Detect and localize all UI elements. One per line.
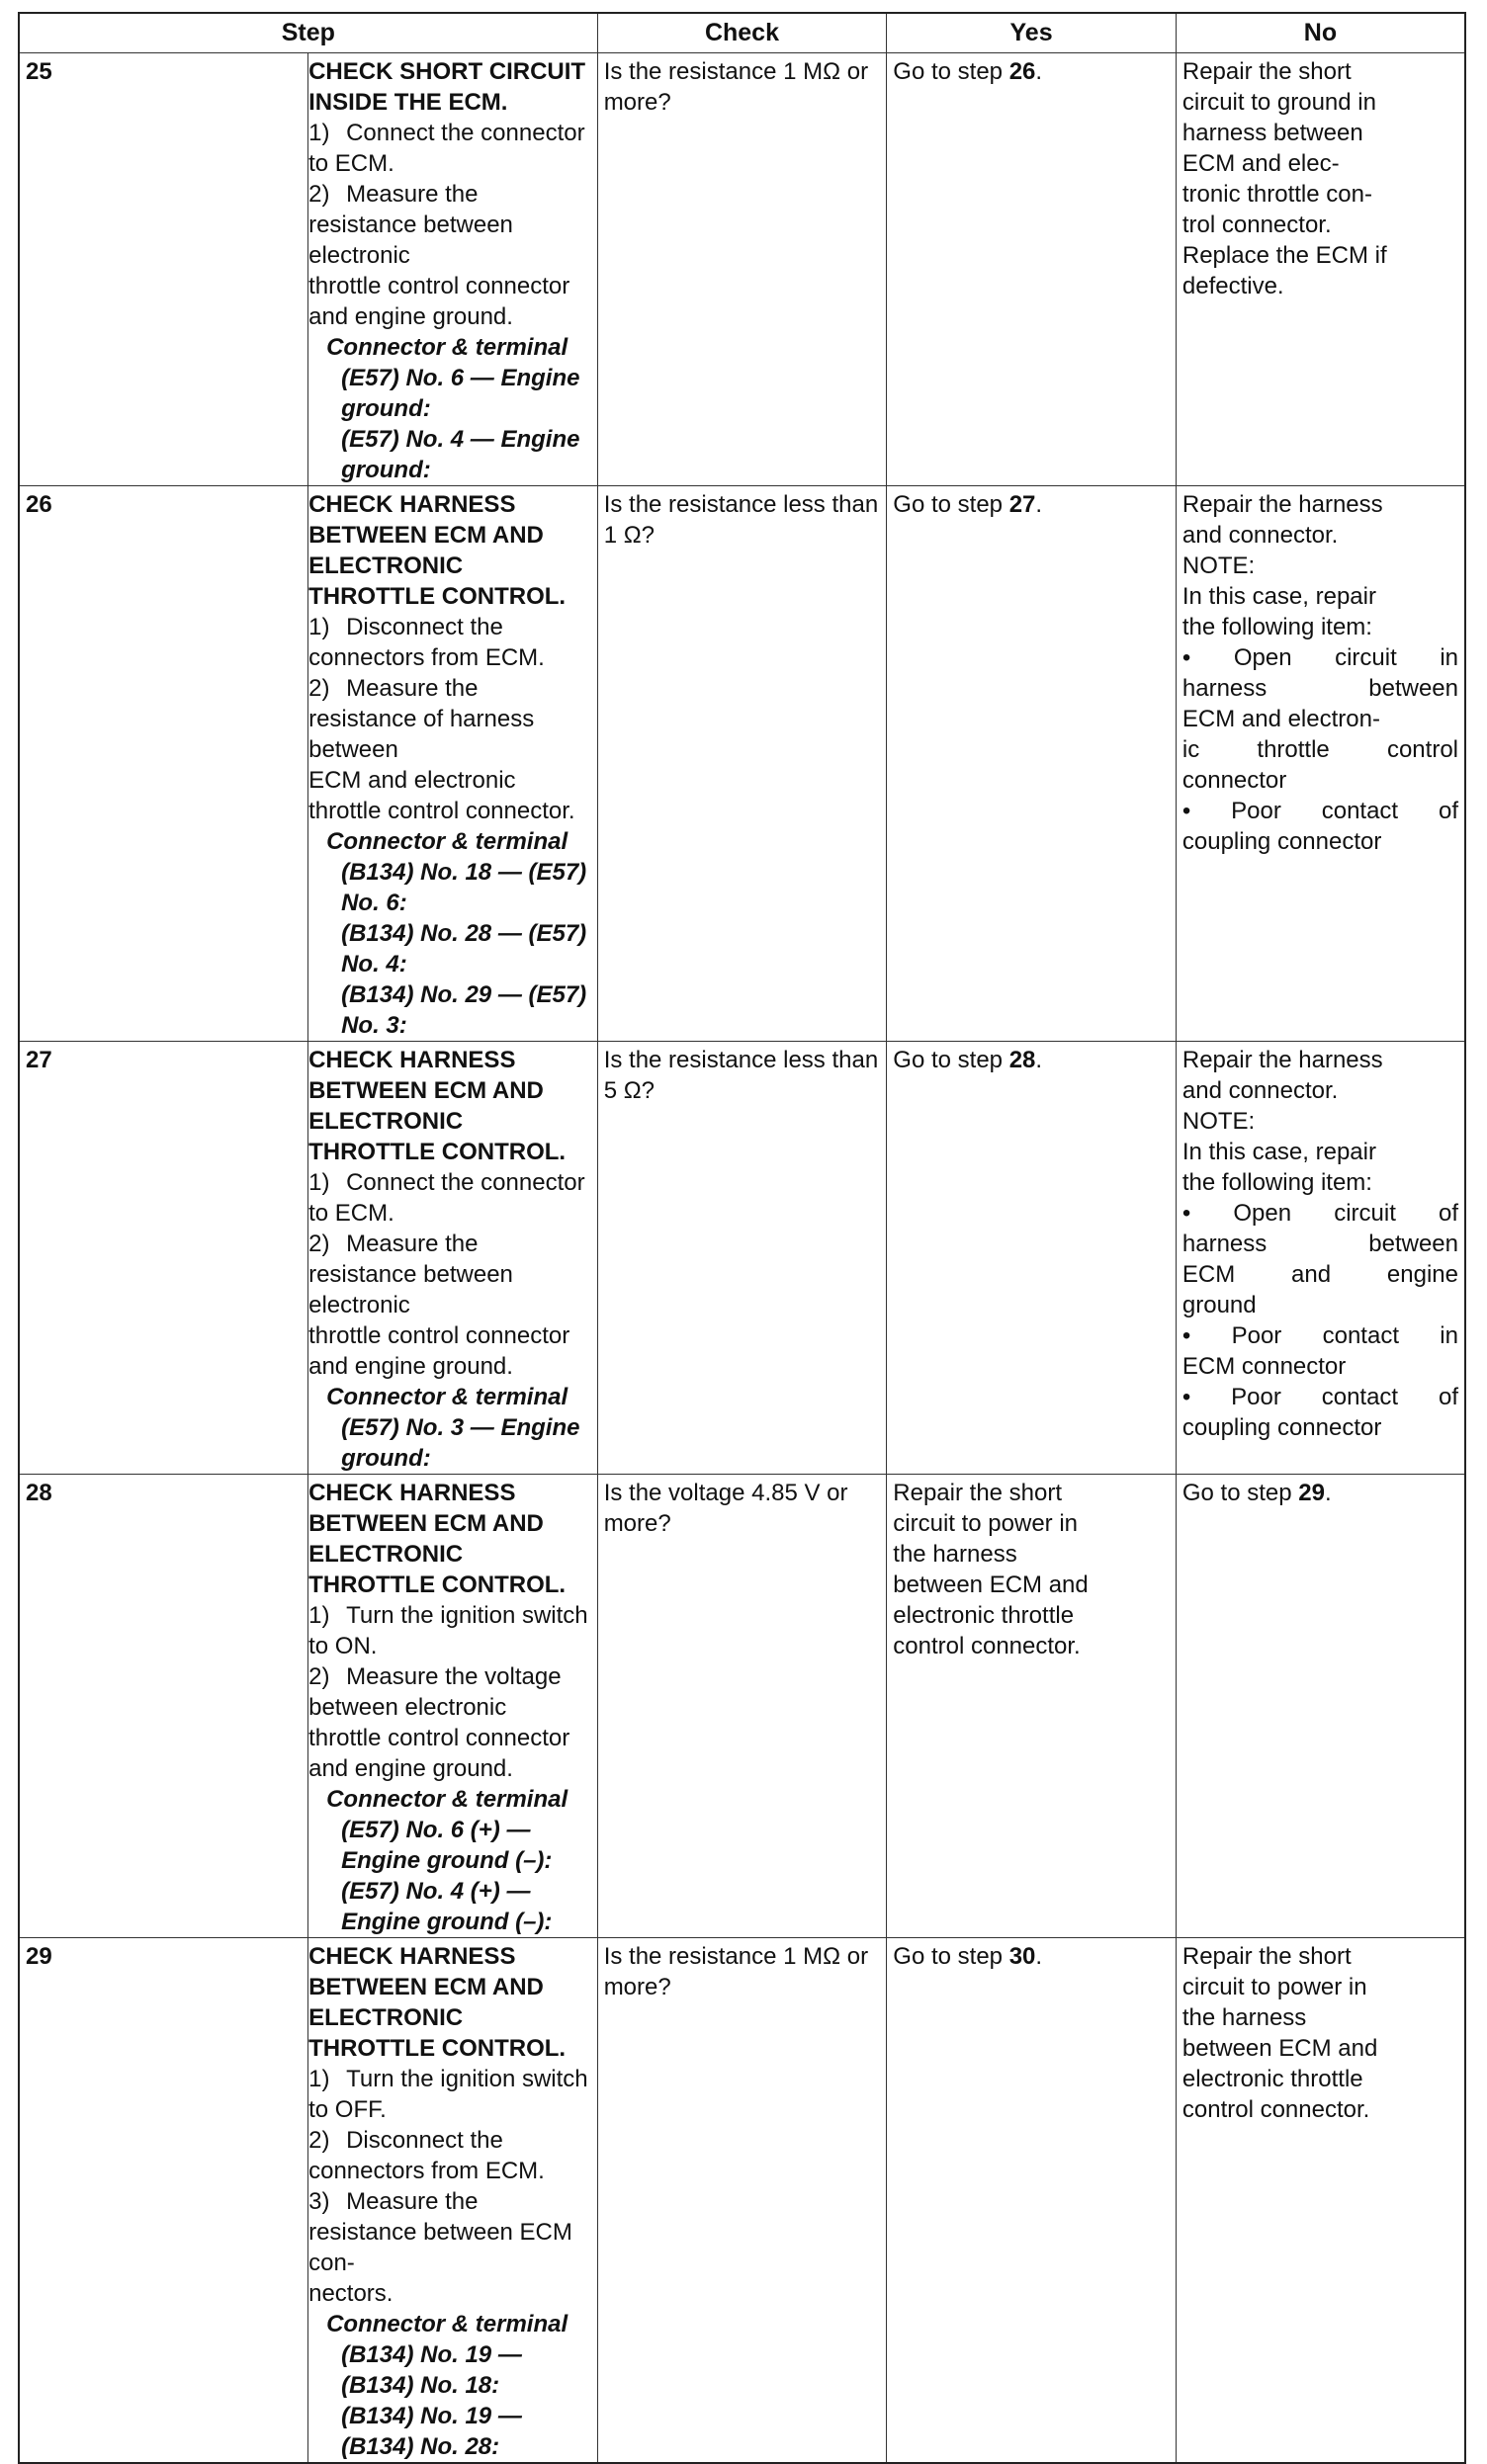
yes-text-end: . <box>1035 1047 1043 1073</box>
step-description <box>308 53 598 486</box>
no-text: • Open circuit of <box>1181 1200 1458 1227</box>
connector-title: Connector & terminal <box>326 334 569 361</box>
no-text: coupling connector <box>1181 828 1382 855</box>
note-label: NOTE: <box>1181 552 1256 579</box>
connector-terminal: (B134) No. 18 — (E57) No. 6: <box>341 859 587 916</box>
connector-title: Connector & terminal <box>326 1786 569 1813</box>
no-text: harness between <box>1181 120 1363 146</box>
step-title: ELECTRONIC THROTTLE CONTROL. <box>308 1541 567 1598</box>
goto-step-number: 26 <box>1008 58 1036 85</box>
check-text: more? <box>603 89 671 116</box>
step-description <box>308 1042 598 1475</box>
connector-title: Connector & terminal <box>326 1384 569 1410</box>
yes-cell <box>887 1938 1177 2464</box>
table-row <box>19 1938 1465 2464</box>
no-text: Repair the harness <box>1181 491 1383 518</box>
header-step: Step <box>19 13 597 53</box>
check-text: Is the resistance less than 1 Ω? <box>603 491 879 549</box>
table-row <box>19 1042 1465 1475</box>
connector-terminal: (E57) No. 6 (+) — Engine ground (–): <box>341 1817 553 1874</box>
yes-cell <box>887 1042 1177 1475</box>
yes-text: Go to step <box>893 491 1009 518</box>
no-text: Repair the short <box>1181 1943 1352 1970</box>
check-cell <box>597 1042 887 1475</box>
no-cell <box>1176 1475 1465 1938</box>
note-label: NOTE: <box>1181 1108 1256 1135</box>
step-number: 29 <box>19 1938 308 2464</box>
no-text: ground <box>1181 1292 1257 1318</box>
check-text: Is the voltage 4.85 V or more? <box>603 1480 848 1537</box>
substep-text: throttle control connector and engine ground. <box>308 273 570 330</box>
step-title: CHECK HARNESS BETWEEN ECM AND <box>308 1480 544 1537</box>
substep-text: Measure the voltage between electronic <box>308 1663 562 1721</box>
check-cell <box>597 486 887 1042</box>
step-number: 27 <box>19 1042 308 1475</box>
step-number: 26 <box>19 486 308 1042</box>
substep <box>308 179 591 271</box>
substep-number: 2) <box>308 2127 330 2154</box>
substep-number: 2) <box>308 675 330 702</box>
substep-number: 2) <box>308 1231 330 1257</box>
substep-text: Measure the resistance between electronic <box>308 1231 513 1318</box>
yes-text: Go to step <box>893 1047 1009 1073</box>
no-text: harness between <box>1181 1231 1458 1257</box>
substep-text: nectors. <box>308 2280 394 2307</box>
substep-number: 2) <box>308 1663 330 1690</box>
connector-terminal: (B134) No. 28 — (E57) No. 4: <box>341 920 587 977</box>
step-title: CHECK HARNESS BETWEEN ECM AND <box>308 491 544 549</box>
substep <box>308 1661 591 1723</box>
check-cell <box>597 53 887 486</box>
header-no: No <box>1176 13 1465 53</box>
no-text: and connector. <box>1181 1077 1339 1104</box>
yes-text: Go to step <box>893 58 1009 85</box>
no-text: coupling connector <box>1181 1414 1382 1441</box>
substep <box>308 673 591 765</box>
yes-text: the harness <box>893 1541 1017 1568</box>
no-text: In this case, repair <box>1181 583 1376 610</box>
no-text: the following item: <box>1181 1169 1372 1196</box>
header-yes: Yes <box>887 13 1177 53</box>
substep-number: 1) <box>308 1602 330 1629</box>
no-cell <box>1176 486 1465 1042</box>
step-title: CHECK SHORT CIRCUIT INSIDE THE ECM. <box>308 58 586 116</box>
substep <box>308 118 591 179</box>
substep-text: Turn the ignition switch to OFF. <box>308 2066 588 2123</box>
yes-text: between ECM and <box>893 1572 1089 1598</box>
goto-step-number: 28 <box>1008 1047 1036 1073</box>
yes-text: Go to step <box>893 1943 1009 1970</box>
table-row <box>19 486 1465 1042</box>
goto-step-number: 27 <box>1008 491 1036 518</box>
substep <box>308 612 591 673</box>
connector-terminal: (B134) No. 19 — (B134) No. 28: <box>341 2403 522 2460</box>
yes-text: circuit to power in <box>893 1510 1079 1537</box>
no-cell <box>1176 53 1465 486</box>
substep <box>308 1167 591 1229</box>
substep-text: throttle control connector and engine ground. <box>308 1725 570 1782</box>
step-title: CHECK HARNESS BETWEEN ECM AND <box>308 1943 544 2000</box>
step-number: 28 <box>19 1475 308 1938</box>
step-title: ELECTRONIC THROTTLE CONTROL. <box>308 1108 567 1165</box>
substep-text: ECM and electronic throttle control connector. <box>308 767 575 824</box>
yes-text-end: . <box>1035 58 1043 85</box>
no-text: Go to step <box>1181 1480 1299 1506</box>
no-cell <box>1176 1042 1465 1475</box>
yes-cell <box>887 53 1177 486</box>
substep <box>308 1600 591 1661</box>
no-text: defective. <box>1181 273 1284 299</box>
no-text: the following item: <box>1181 614 1372 640</box>
step-title: ELECTRONIC THROTTLE CONTROL. <box>308 552 567 610</box>
substep-number: 1) <box>308 2066 330 2092</box>
no-text: trol connector. <box>1181 212 1332 238</box>
substep <box>308 2125 591 2186</box>
yes-cell <box>887 486 1177 1042</box>
substep <box>308 1229 591 1320</box>
connector-title: Connector & terminal <box>326 828 569 855</box>
connector-terminal: (E57) No. 6 — Engine ground: <box>341 365 580 422</box>
substep-text: Disconnect the connectors from ECM. <box>308 614 545 671</box>
no-text: between ECM and <box>1181 2035 1378 2062</box>
no-text: ECM connector <box>1181 1353 1347 1380</box>
connector-terminal: (E57) No. 3 — Engine ground: <box>341 1414 580 1472</box>
no-text: circuit to power in <box>1181 1974 1367 2000</box>
no-text: In this case, repair <box>1181 1139 1376 1165</box>
substep-number: 1) <box>308 120 330 146</box>
check-text: Is the resistance 1 MΩ or <box>603 58 869 85</box>
substep-text: Measure the resistance between electronic <box>308 181 513 269</box>
step-description <box>308 1475 598 1938</box>
yes-text: electronic throttle <box>893 1602 1075 1629</box>
no-text: ECM and electron- <box>1181 706 1380 732</box>
no-text: • Poor contact in <box>1181 1322 1458 1349</box>
check-cell <box>597 1475 887 1938</box>
yes-text-end: . <box>1035 491 1043 518</box>
no-text: harness between <box>1181 675 1458 702</box>
substep-number: 1) <box>308 1169 330 1196</box>
substep-text: throttle control connector and engine ground. <box>308 1322 570 1380</box>
connector-title: Connector & terminal <box>326 2311 569 2337</box>
goto-step-number: 29 <box>1298 1480 1325 1506</box>
diagnostic-table <box>18 12 1466 2464</box>
step-description <box>308 486 598 1042</box>
check-text: Is the resistance less than 5 Ω? <box>603 1047 879 1104</box>
step-number: 25 <box>19 53 308 486</box>
connector-terminal: (E57) No. 4 — Engine ground: <box>341 426 580 483</box>
no-text: ECM and engine <box>1181 1261 1458 1288</box>
no-text: connector <box>1181 767 1287 794</box>
connector-terminal: (B134) No. 29 — (E57) No. 3: <box>341 981 587 1039</box>
step-description <box>308 1938 598 2464</box>
no-text: ECM and elec- <box>1181 150 1340 177</box>
substep-number: 1) <box>308 614 330 640</box>
no-text: the harness <box>1181 2004 1307 2031</box>
substep <box>308 2064 591 2125</box>
no-text: tronic throttle con- <box>1181 181 1372 208</box>
no-text: control connector. <box>1181 2096 1370 2123</box>
no-text: ic throttle control <box>1181 736 1458 763</box>
connector-terminal: (B134) No. 19 — (B134) No. 18: <box>341 2341 522 2399</box>
no-cell <box>1176 1938 1465 2464</box>
step-title: ELECTRONIC THROTTLE CONTROL. <box>308 2004 567 2062</box>
substep-text: Disconnect the connectors from ECM. <box>308 2127 545 2184</box>
yes-cell <box>887 1475 1177 1938</box>
no-text: • Open circuit in <box>1181 644 1458 671</box>
no-text: Repair the short <box>1181 58 1352 85</box>
yes-text-end: . <box>1035 1943 1043 1970</box>
check-cell <box>597 1938 887 2464</box>
no-text: • Poor contact of <box>1181 1384 1458 1410</box>
no-text: and connector. <box>1181 522 1339 549</box>
substep-number: 3) <box>308 2188 330 2215</box>
check-text: Is the resistance 1 MΩ or <box>603 1943 869 1970</box>
check-text: more? <box>603 1974 671 2000</box>
no-text: Repair the harness <box>1181 1047 1383 1073</box>
no-text-end: . <box>1324 1480 1332 1506</box>
substep-text: Measure the resistance between ECM con- <box>308 2188 572 2276</box>
no-text: circuit to ground in <box>1181 89 1376 116</box>
table-row <box>19 53 1465 486</box>
substep-number: 2) <box>308 181 330 208</box>
substep <box>308 2186 591 2278</box>
no-text: electronic throttle <box>1181 2066 1363 2092</box>
substep-text: Connect the connector to ECM. <box>308 1169 585 1227</box>
substep-text: Connect the connector to ECM. <box>308 120 585 177</box>
substep-text: Measure the resistance of harness between <box>308 675 535 763</box>
header-check: Check <box>597 13 887 53</box>
goto-step-number: 30 <box>1008 1943 1036 1970</box>
no-text: • Poor contact of <box>1181 798 1458 824</box>
table-header <box>19 13 1465 53</box>
connector-terminal: (E57) No. 4 (+) — Engine ground (–): <box>341 1878 553 1935</box>
table-row <box>19 1475 1465 1938</box>
step-title: CHECK HARNESS BETWEEN ECM AND <box>308 1047 544 1104</box>
yes-text: control connector. <box>893 1633 1081 1659</box>
no-text: Replace the ECM if <box>1181 242 1387 269</box>
substep-text: Turn the ignition switch to ON. <box>308 1602 588 1659</box>
yes-text: Repair the short <box>893 1480 1063 1506</box>
